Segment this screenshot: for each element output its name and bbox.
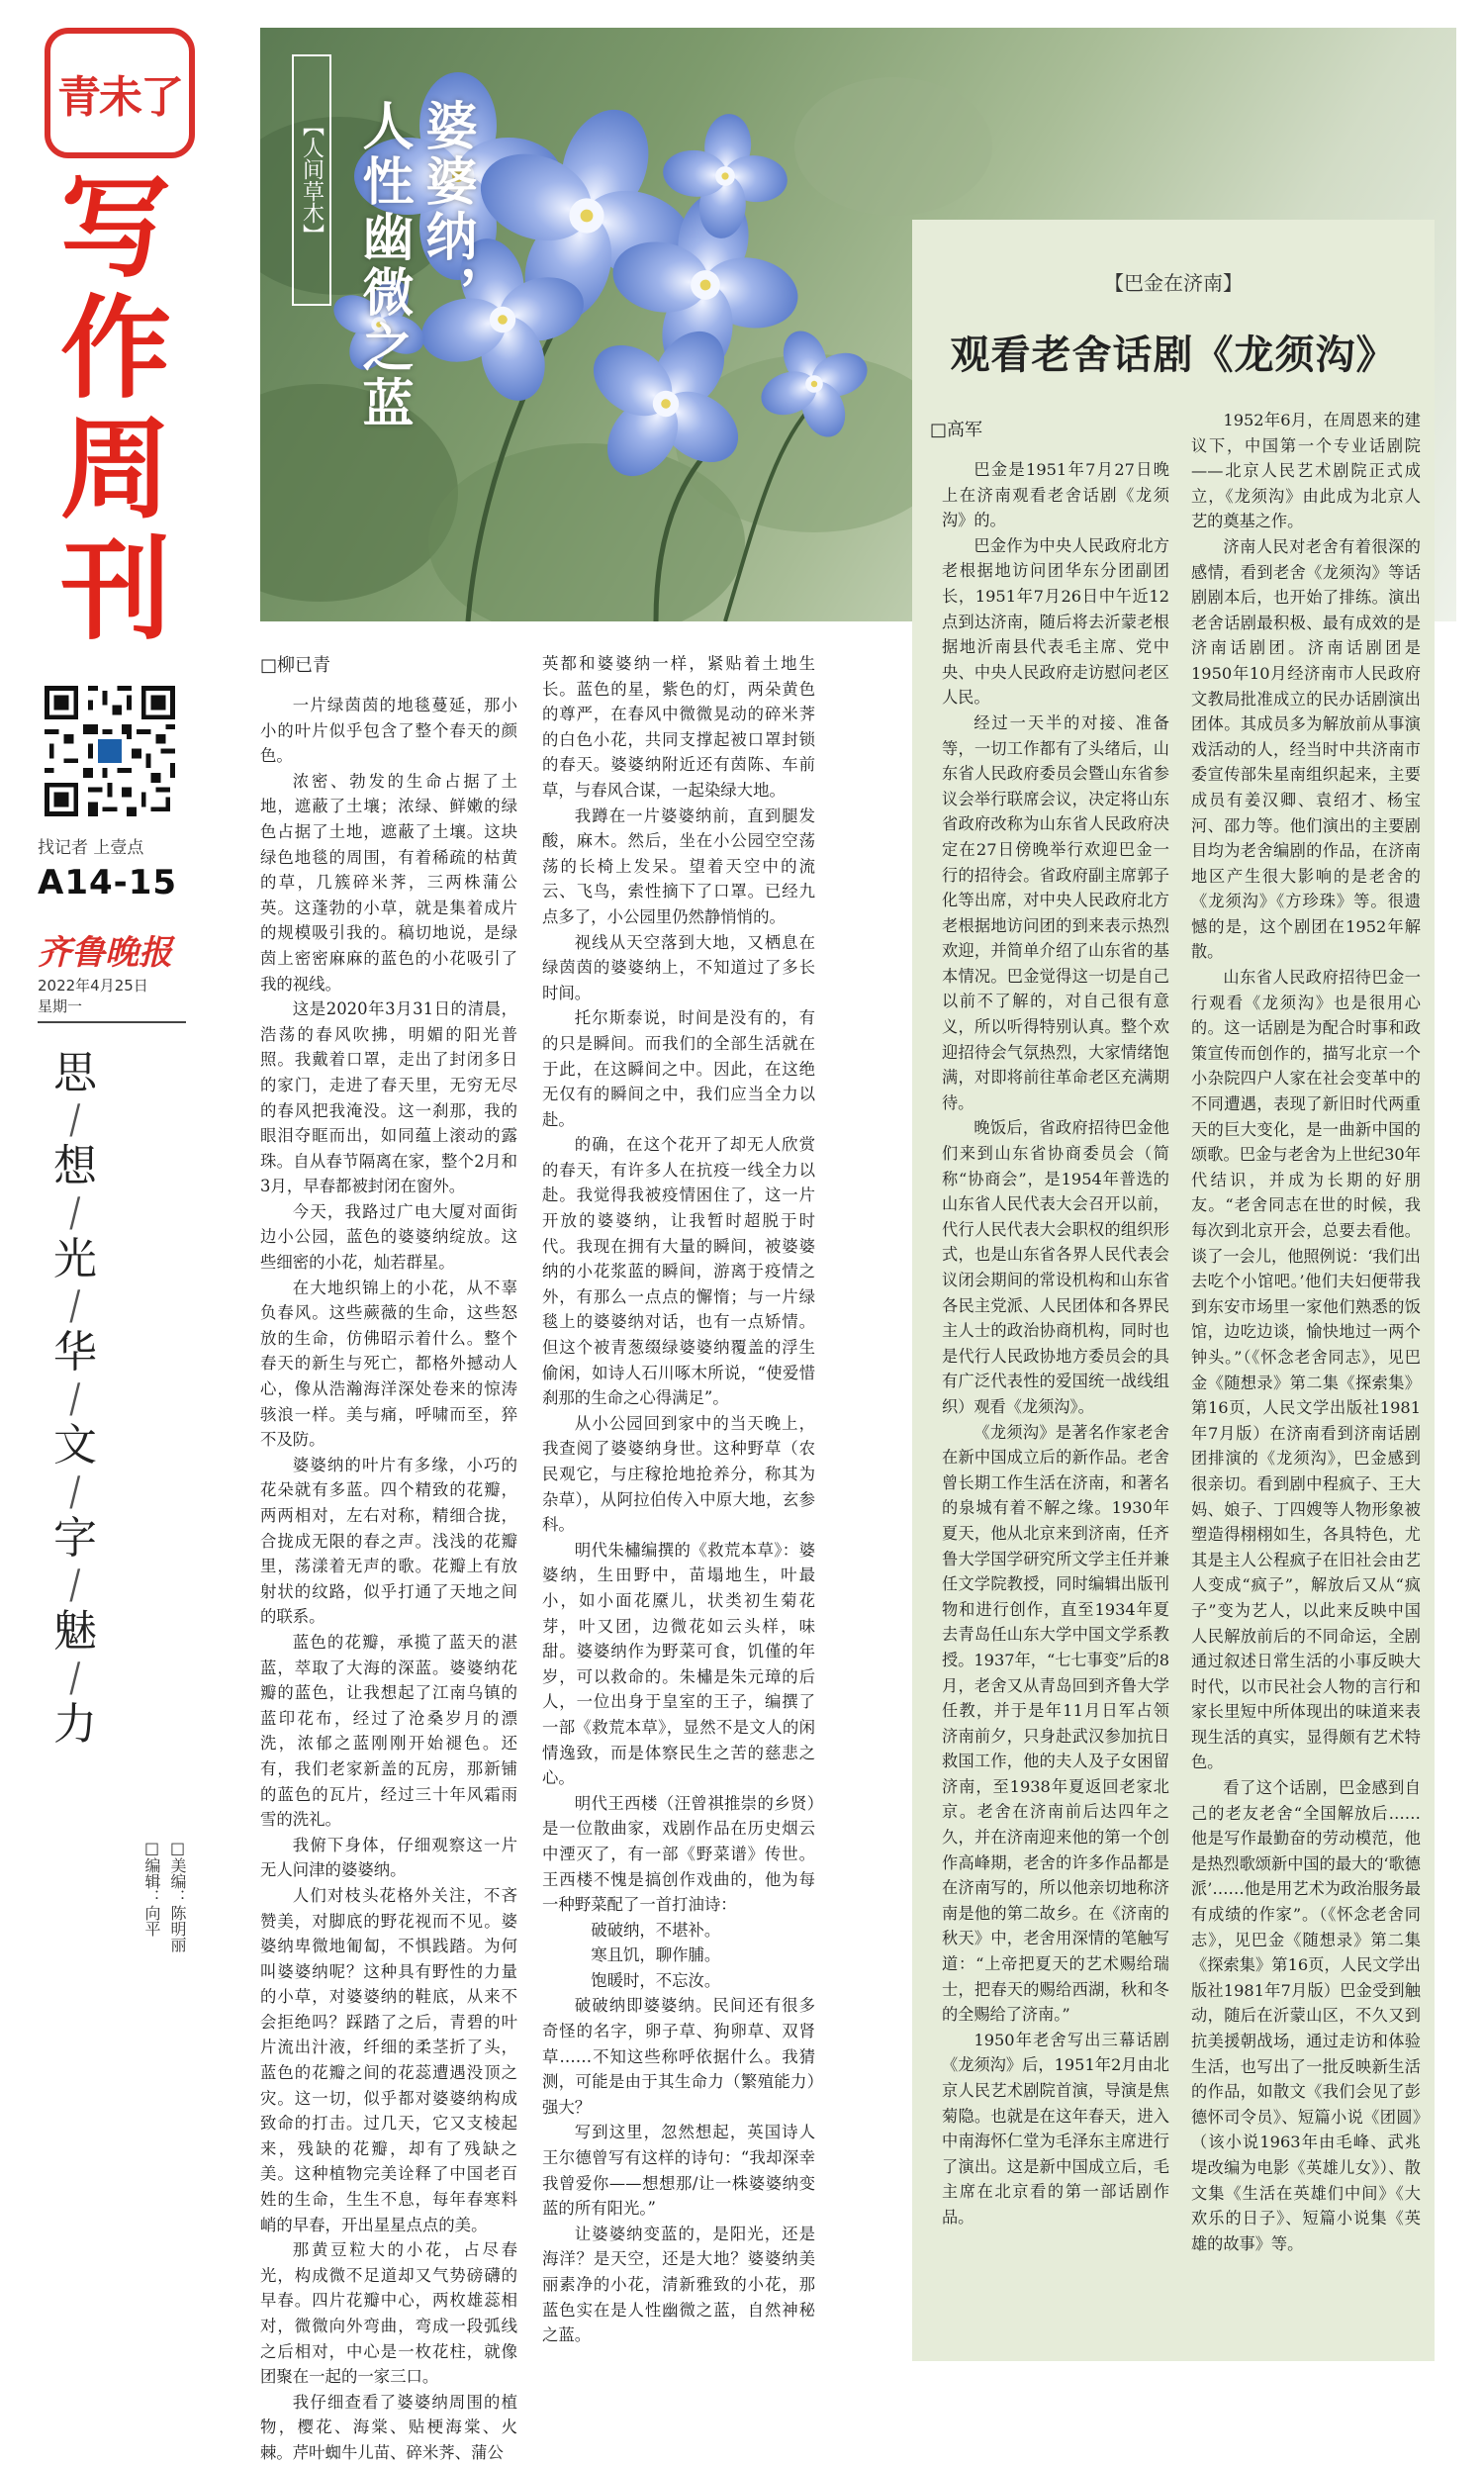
paragraph: 我仔细查看了婆婆纳周围的植物，樱花、海棠、贴梗海棠、火棘。芹叶蜘牛儿苗、碎米荠、蒲公	[260, 2392, 517, 2462]
slash-divider: /	[69, 1563, 81, 1608]
article-author: □柳已青	[260, 655, 331, 676]
slogan-char: 力	[53, 1699, 97, 1750]
paragraph: 明代王西楼（汪曾祺推崇的乡贤）是一位散曲家，戏剧作品在历史烟云中湮灭了，有一部《野菜谱》传世。王西楼不愧是搞创作戏曲的，他为每一种野菜配了一首打油诗：	[542, 1793, 815, 1915]
page-range: A14-15	[38, 863, 178, 902]
slogan-char: 文	[53, 1420, 97, 1470]
main-headline	[351, 99, 478, 431]
paper-name: 齐鲁晚报	[38, 933, 172, 973]
paragraph: 山东省人民政府招待巴金一行观看《龙须沟》也是很用心的。这一话剧是为配合时事和政策宣传而创作的，描写北京一个小杂院四户人家在社会变革中的不同遭遇，表现了新旧时代两重天的巨大变化，是一曲新中国的颂歌。巴金与老舍为上世纪30年代结识，并成为长期的好朋友。“老舍同志在世的时候，我每次到北京开会，总要去看他。谈了一会儿，他照例说：‘我们出去吃个小馆吧。’他们夫妇便带我到东安市场里一家他们熟悉的饭馆，边吃边谈，愉快地过一两个钟头。”（《怀念老舍同志》，见巴金《随想录》第二集《探索集》第16页，人民文学出版社1981年7月版）在济南看到济南话剧团排演的《龙须沟》，巴金感到很亲切。看到剧中程疯子、王大妈、娘子、丁四嫂等人物形象被塑造得栩栩如生，各具特色，尤其是主人公程疯子在旧社会由艺人变成“疯子”，解放后又从“疯子”变为艺人，以此来反映中国人民解放前后的不同命运，全剧通过叙述日常生活的小事反映大时代，以市民社会人物的言行和家长里短中所体现出的味道来表现生活的真实，显得颇有艺术特色。	[1191, 968, 1421, 1772]
paragraph: 今天，我路过广电大厦对面街边小公园，蓝色的婆婆纳绽放。这些细密的小花，灿若群星。	[260, 1201, 517, 1273]
editor-credits	[139, 1839, 188, 2046]
paragraph: 我蹲在一片婆婆纳前，直到腿发酸，麻木。然后，坐在小公园空空荡荡的长椅上发呆。望着天空中的流云、飞鸟，索性摘下了口罩。已经九点多了，小公园里仍然静悄悄的。	[542, 806, 815, 926]
newspaper-logo	[45, 28, 195, 158]
slogan-char: 魅	[53, 1606, 97, 1657]
slash-divider: /	[69, 1376, 81, 1422]
paragraph: 让婆婆纳变蓝的，是阳光，还是海洋？是天空，还是大地？婆婆纳美丽素净的小花，清新雅致的小花，那蓝色实在是人性幽微之蓝，自然神秘之蓝。	[542, 2224, 815, 2345]
paragraph: 视线从天空落到大地，又栖息在绿茵茵的婆婆纳上，不知道过了多长时间。	[542, 932, 815, 1002]
article-column	[942, 457, 1169, 2230]
paragraph: 婆婆纳的叶片有多缘，小巧的花朵就有多蓝。四个精致的花瓣，两两相对，左右对称，精细合拢，合拢成无限的春之声。浅浅的花瓣里，荡漾着无声的歌。花瓣上有放射状的纹路，似乎打通了天地之间的联系。	[260, 1455, 517, 1627]
article-column	[542, 651, 815, 2348]
article-title: 观看老舍话剧《龙须沟》	[950, 332, 1397, 378]
article-column	[1191, 408, 1421, 2256]
paragraph: 浓密、勃发的生命占据了土地，遮蔽了土壤；浓绿、鲜嫩的绿色占据了土地，遮蔽了土壤。这块绿色地毯的周围，有着稀疏的枯黄的草，几簇碎米荠，三两株蒲公英。这蓬勃的小草，就是集着成片的规模吸引我的。稿切地说，是绿茵上密密麻麻的蓝色的小花吸引了我的视线。	[260, 771, 517, 994]
paragraph: 那黄豆粒大的小花，占尽春光，构成微不足道却又气势磅礴的早春。四片花瓣中心，两枚雄蕊相对，微微向外弯曲，弯成一段弧线之后相对，中心是一枚花柱，就像团聚在一起的一家三口。	[260, 2240, 517, 2387]
slogan	[36, 1049, 115, 1750]
paragraph: 托尔斯泰说，时间是没有的，有的只是瞬间。而我们的全部生活就在于此，在这瞬间之中。因此，在这绝无仅有的瞬间之中，我们应当全力以赴。	[542, 1008, 815, 1129]
paragraph: 巴金作为中央人民政府北方老根据地访问团华东分团副团长，1951年7月26日中午近12点到达济南，随后将去沂蒙老根据地沂南县代表毛主席、党中央、中央人民政府走访慰问老区人民。	[942, 535, 1169, 708]
text-editor: □编辑：向平	[142, 1839, 161, 1937]
column-tag: 【巴金在济南】	[1104, 271, 1243, 295]
slash-divider: /	[69, 1283, 81, 1329]
slash-divider: /	[69, 1470, 81, 1515]
article-column	[260, 693, 517, 2466]
poem-line: 破破纳，不堪补。	[591, 1920, 721, 1940]
masthead-sidebar	[0, 0, 188, 2389]
paragraph: 明代朱橚编撰的《救荒本草》：婆婆纳，生田野中，苗塌地生，叶最小，如小面花黡儿，状类初生菊花芽，叶又团，边微花如云头样，味甜。婆婆纳作为野菜可食，饥僅的年岁，可以救命的。朱橚是朱元璋的后人，一位出身于皇室的王子，编撰了一部《救荒本草》，显然不是文人的闲情逸致，而是体察民生之苦的慈悲之心。	[542, 1540, 815, 1788]
slogan-char: 思	[53, 1048, 97, 1098]
paragraph: 济南人民对老舍有着很深的感情，看到老舍《龙须沟》等话剧剧本后，也开始了排练。演出老舍话剧最积极、最有成效的是济南话剧团。济南话剧团是1950年10月经济南市人民政府文教局批准成立的民办话剧演出团体。其成员多为解放前从事演戏活动的人，经当时中共济南市委宣传部朱星南组织起来，主要成员有姜汉卿、袁绍才、杨宝河、邵力等。他们演出的主要剧目均为老舍编剧的作品，在济南地区产生很大影响的是老舍的《龙须沟》《方珍珠》等。很遗憾的是，这个剧团在1952年解散。	[1191, 536, 1421, 962]
logo-text: 青未了	[57, 72, 182, 123]
paragraph: 从小公园回到家中的当天晚上，我查阅了婆婆纳身世。这种野草（农民观它，与庄稼抢地抢养分，称其为杂草），从阿拉伯传入中原大地，玄参科。	[542, 1413, 815, 1535]
poem-line: 寒且饥，聊作脯。	[591, 1945, 721, 1965]
column-tag: 【人间草木】	[292, 54, 331, 306]
headline-line: 婆婆纳，	[417, 99, 477, 321]
side-article	[912, 220, 1435, 2361]
section-title-char: 写	[60, 164, 167, 293]
paragraph: 破破纳即婆婆纳。民间还有很多奇怪的名字，卵子草、狗卵草、双肾草……不知这些称呼依据什么。我猜测，可能是由于其生命力（繁殖能力）强大？	[542, 1996, 815, 2117]
paragraph: 的确，在这个花开了却无人欣赏的春天，有许多人在抗疫一线全力以赴。我觉得我被疫情困住了，这一片开放的婆婆纳，让我暂时超脱于时代。我现在拥有大量的瞬间，被婆婆纳的小花浆蓝的瞬间，游离于疫情之外，有那么一点点的懈惰；与一片绿毯上的婆婆纳对话，也有一点矫情。但这个被青葱缀绿婆婆纳覆盖的浮生偷闲，如诗人石川啄木所说，“使爱惜刹那的生命之心得满足”。	[542, 1135, 815, 1408]
qr-code-icon[interactable]	[40, 681, 180, 821]
slash-divider: /	[69, 1656, 81, 1701]
paragraph: 《龙须沟》是著名作家老舍在新中国成立后的新作品。老舍曾长期工作生活在济南，和著名的泉城有着不解之缘。1930年夏天，他从北京来到济南，任齐鲁大学国学研究所文学主任并兼任文学院教授，同时编辑出版刊物和进行创作，直至1934年夏去青岛任山东大学中国文学系教授。1937年，“七七事变”后的8月，老舍又从青岛回到齐鲁大学任教，并于是年11月日军占领济南前夕，只身赴武汉参加抗日救国工作，他的夫人及子女困留济南，至1938年夏返回老家北京。老舍在济南前后达四年之久，并在济南迎来他的第一个创作高峰期，老舍的许多作品都是在济南写的，所以他亲切地称济南是他的第二故乡。在《济南的秋天》中，老舍用深情的笔触写道：“上帝把夏天的艺术赐给瑞士，把春天的赐给西湖，秋和冬的全赐给了济南。”	[942, 1422, 1169, 2025]
paragraph: 1950年老舍写出三幕话剧《龙须沟》后，1951年2月由北京人民艺术剧院首演，导演是焦菊隐。也就是在这年春天，进入中南海怀仁堂为毛泽东主席进行了演出。这是新中国成立后，毛主席在北京看的第一部话剧作品。	[942, 2030, 1169, 2227]
art-editor: □美编：陈明丽	[168, 1839, 187, 1952]
slash-divider: /	[69, 1097, 81, 1143]
issue-weekday: 星期一	[38, 997, 83, 1015]
divider	[38, 1021, 186, 1023]
section-title	[45, 164, 183, 655]
section-title-char: 作	[60, 285, 167, 414]
paragraph: 经过一天半的对接、准备等，一切工作都有了头绪后，山东省人民政府委员会暨山东省参议会举行联席会议，决定将山东省政府改称为山东省人民政府决定在27日傍晚举行欢迎巴金一行的招待会。省政府副主席郭子化等出席，对中央人民政府北方老根据地访问团的到来表示热烈欢迎，并简单介绍了山东省的基本情况。巴金觉得这一切是自己以前不了解的，对自己很有意义，所以听得特别认真。整个欢迎招待会气氛热烈，大家情绪饱满，对即将前往革命老区充满期待。	[942, 712, 1169, 1112]
issue-date: 2022年4月25日	[38, 977, 148, 995]
paragraph: 人们对枝头花格外关注，不吝赞美，对脚底的野花视而不见。婆婆纳卑微地匍匐，不惧践踏。为何叫婆婆纳呢？这种具有野性的力量的小草，对婆婆纳的鞋底，从来不会拒绝吗？踩踏了之后，青碧的叶片流出汁液，纤细的柔茎折了头，蓝色的花瓣之间的花蕊遭遇没顶之灾。这一切，似乎都对婆婆纳构成致命的打击。过几天，它又支棱起来，残缺的花瓣，却有了残缺之美。这种植物完美诠释了中国老百姓的生命，生生不息，每年春寒料峭的早春，开出星星点点的美。	[260, 1885, 517, 2234]
headline-line: 人性幽微之蓝	[353, 99, 414, 431]
slogan-char: 想	[53, 1141, 97, 1191]
finder-text: 找记者 上壹点	[38, 838, 144, 858]
poem-line: 饱暖时，不忘汝。	[591, 1970, 721, 1990]
paragraph: 看了这个话剧，巴金感到自己的老友老舍“全国解放后……他是写作最勤奋的劳动模范，他是热烈歌颂新中国的最大的‘歌德派’……他是用艺术为政治服务最有成绩的作家”。（《怀念老舍同志》，见巴金《随想录》第二集《探索集》第16页，人民文学出版社1981年7月版）巴金受到触动，随后在沂蒙山区，不久又到抗美援朝战场，通过走访和体验生活，也写出了一批反映新生活的作品，如散文《我们会见了彭德怀司令员》、短篇小说《团圆》（该小说1963年由毛峰、武兆堤改编为电影《英雄儿女》）、散文集《生活在英雄们中间》《大欢乐的日子》、短篇小说集《英雄的故事》等。	[1191, 1778, 1421, 2253]
slogan-char: 华	[53, 1327, 97, 1377]
paragraph: 写到这里，忽然想起，英国诗人王尔德曾写有这样的诗句：“我却深幸我曾爱你——想想那/让一株婆婆纳变蓝的所有阳光。”	[542, 2123, 815, 2219]
article-author: □高军	[930, 420, 983, 440]
paragraph: 我俯下身体，仔细观察这一片无人问津的婆婆纳。	[260, 1835, 517, 1880]
paragraph: 巴金是1951年7月27日晚上在济南观看老舍话剧《龙须沟》的。	[942, 460, 1169, 530]
section-title-char: 周	[60, 406, 167, 534]
paragraph: 一片绿茵茵的地毯蔓延，那小小的叶片似乎包含了整个春天的颜色。	[260, 696, 517, 766]
paragraph: 这是2020年3月31日的清晨，浩荡的春风吹拂，明媚的阳光普照。我戴着口罩，走出了封闭多日的家门，走进了春天里，无穷无尽的春风把我淹没。这一刹那，我的眼泪夺眶而出，如同蕴上滚动的露珠。自从春节隔离在家，整个2月和3月，早春都被封闭在窗外。	[260, 999, 517, 1196]
paragraph: 1952年6月，在周恩来的建议下，中国第一个专业话剧院——北京人民艺术剧院正式成立，《龙须沟》由此成为北京人艺的奠基之作。	[1191, 411, 1421, 531]
section-title-char: 刊	[60, 526, 167, 655]
paragraph: 在大地织锦上的小花，从不辜负春风。这些蕨薇的生命，这些怒放的生命，仿佛昭示着什么。整个春天的新生与死亡，都格外撼动人心，像从浩瀚海洋深处卷来的惊涛骇浪一样。美与痛，呼啸而至，猝不及防。	[260, 1278, 517, 1450]
slogan-char: 字	[53, 1513, 97, 1564]
slogan-char: 光	[53, 1234, 97, 1284]
paragraph: 英都和婆婆纳一样，紧贴着土地生长。蓝色的星，紫色的灯，两朵黄色的尊严，在春风中微微晃动的碎米荠的白色小花，共同支撑起被口罩封锁的春天。婆婆纳附近还有茵陈、车前草，与春风合谋，一起染绿大地。	[542, 654, 815, 800]
paragraph: 晚饭后，省政府招待巴金他们来到山东省协商委员会（简称“协商会”，是1954年普选的山东省人民代表大会召开以前，代行人民代表大会职权的组织形式，也是山东省各界人民代表会议闭会期间的常设机构和山东省各民主党派、人民团体和各界民主人士的政治协商机构，同时也是代行人民政协地方委员会的具有广泛代表性的爱国统一战线组织）观看《龙须沟》。	[942, 1118, 1169, 1416]
paragraph: 蓝色的花瓣，承揽了蓝天的湛蓝，萃取了大海的深蓝。婆婆纳花瓣的蓝色，让我想起了江南乌镇的蓝印花布，经过了沧桑岁月的漂洗，浓郁之蓝刚刚开始褪色。还有，我们老家新盖的瓦房，那新铺的蓝色的瓦片，经过三十年风霜雨雪的洗礼。	[260, 1632, 517, 1830]
slash-divider: /	[69, 1190, 81, 1236]
